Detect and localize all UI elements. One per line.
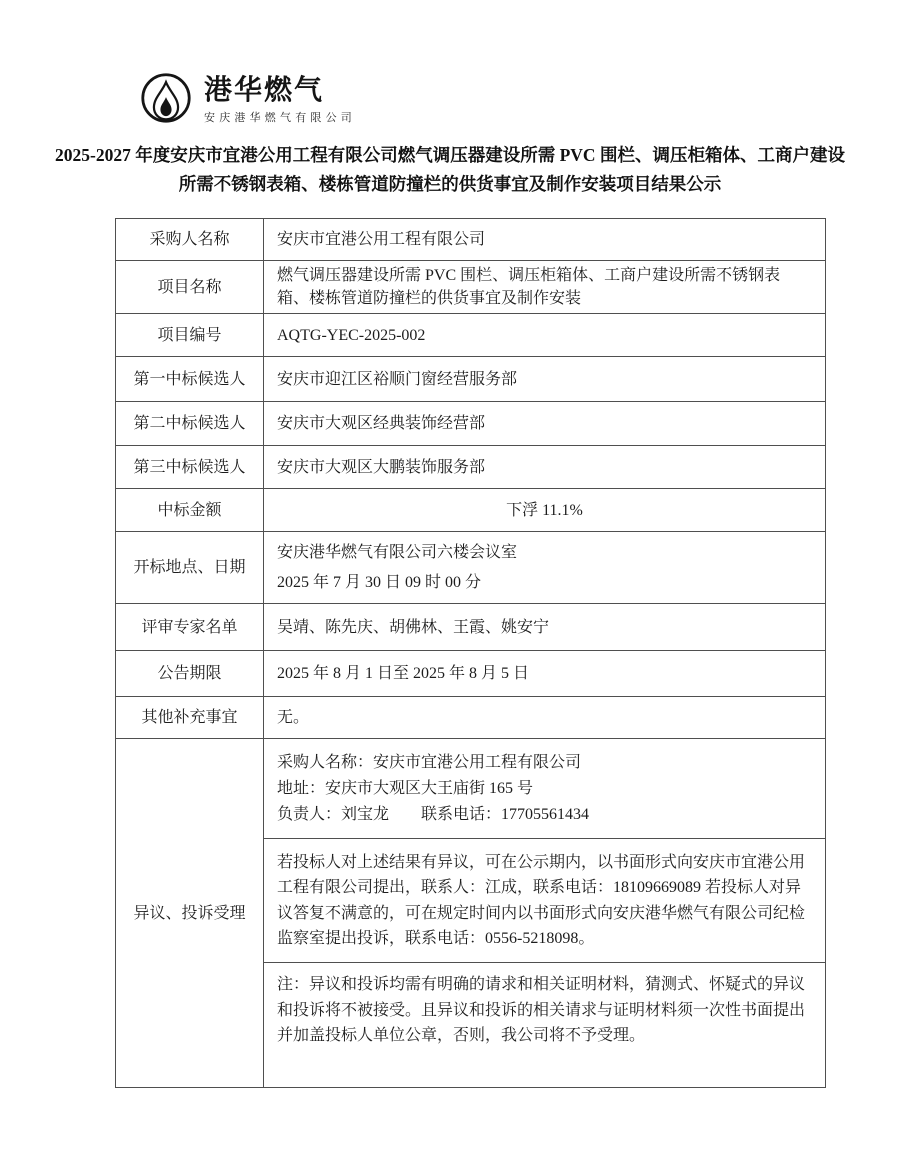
row-label: 采购人名称 xyxy=(116,219,264,261)
table-row-project-number xyxy=(116,314,826,357)
row-label: 中标金额 xyxy=(116,489,264,532)
table-row-first-candidate xyxy=(116,357,826,402)
table-row-purchaser-name xyxy=(116,219,826,261)
table-row-other-matters xyxy=(116,697,826,739)
row-value: 2025 年 8 月 1 日至 2025 年 8 月 5 日 xyxy=(264,651,826,697)
objection-address-line: 地址：安庆市大观区大王庙街 165 号 xyxy=(277,780,534,797)
table-row-bid-opening xyxy=(116,532,826,604)
table-row-objection-contact xyxy=(116,739,826,839)
flame-in-circle-icon xyxy=(140,72,192,129)
bid-opening-datetime: 2025 年 7 月 30 日 09 时 00 分 xyxy=(277,574,482,591)
row-label: 公告期限 xyxy=(116,651,264,697)
company-name: 安庆港华燃气有限公司 xyxy=(204,112,356,124)
table-row-third-candidate xyxy=(116,446,826,489)
brand-name: 港华燃气 xyxy=(204,75,325,106)
table-row-expert-list xyxy=(116,604,826,651)
row-value xyxy=(264,532,826,604)
row-label: 第一中标候选人 xyxy=(116,357,264,402)
objection-note-cell: 注：异议和投诉均需有明确的请求和相关证明材料，猜测式、怀疑式的异议和投诉将不被接受。且异议和投诉的相关请求与证明材料须一次性书面提出并加盖投标人单位公章，否则，我公司将不予受理。 xyxy=(264,963,826,1088)
page-title: 2025-2027 年度安庆市宜港公用工程有限公司燃气调压器建设所需 PVC 围栏、调压柜箱体、工商户建设所需不锈钢表箱、楼栋管道防撞栏的供货事宜及制作安装项目结果公示 xyxy=(55,145,845,194)
result-table xyxy=(115,218,826,1088)
row-value: 安庆市大观区经典装饰经营部 xyxy=(264,402,826,446)
row-value: 安庆市大观区大鹏装饰服务部 xyxy=(264,446,826,489)
row-value: AQTG-YEC-2025-002 xyxy=(264,314,826,357)
table-row-project-name xyxy=(116,261,826,314)
row-label: 开标地点、日期 xyxy=(116,532,264,604)
company-logo xyxy=(140,72,356,129)
row-value: 无。 xyxy=(264,697,826,739)
objection-procedure-cell: 若投标人对上述结果有异议，可在公示期内，以书面形式向安庆市宜港公用工程有限公司提出，联系人：江成，联系电话：18109669089 若投标人对异议答复不满意的，可在规定时间内以书面形式向安庆港华燃气有限公司纪检监察室提出投诉，联系电话：0556-5218098。 xyxy=(264,839,826,963)
objection-purchaser-line: 采购人名称：安庆市宜港公用工程有限公司 xyxy=(277,754,582,771)
row-value: 吴靖、陈先庆、胡佛林、王霞、姚安宁 xyxy=(264,604,826,651)
row-value: 燃气调压器建设所需 PVC 围栏、调压柜箱体、工商户建设所需不锈钢表箱、楼栋管道防撞栏的供货事宜及制作安装 xyxy=(264,261,826,314)
row-label: 第三中标候选人 xyxy=(116,446,264,489)
table-row-announcement-period xyxy=(116,651,826,697)
row-label: 项目编号 xyxy=(116,314,264,357)
logo-text xyxy=(204,76,356,125)
row-label: 项目名称 xyxy=(116,261,264,314)
row-value: 安庆市宜港公用工程有限公司 xyxy=(264,219,826,261)
row-label: 评审专家名单 xyxy=(116,604,264,651)
row-value: 安庆市迎江区裕顺门窗经营服务部 xyxy=(264,357,826,402)
row-label: 其他补充事宜 xyxy=(116,697,264,739)
table-row-award-amount xyxy=(116,489,826,532)
objection-responsible-line: 负责人：刘宝龙 联系电话：17705561434 xyxy=(277,806,590,823)
row-label-objection: 异议、投诉受理 xyxy=(116,739,264,1088)
row-value: 下浮 11.1% xyxy=(264,489,826,532)
objection-contact-cell xyxy=(264,739,826,839)
bid-opening-place: 安庆港华燃气有限公司六楼会议室 xyxy=(277,544,518,561)
table-row-second-candidate xyxy=(116,402,826,446)
row-label: 第二中标候选人 xyxy=(116,402,264,446)
